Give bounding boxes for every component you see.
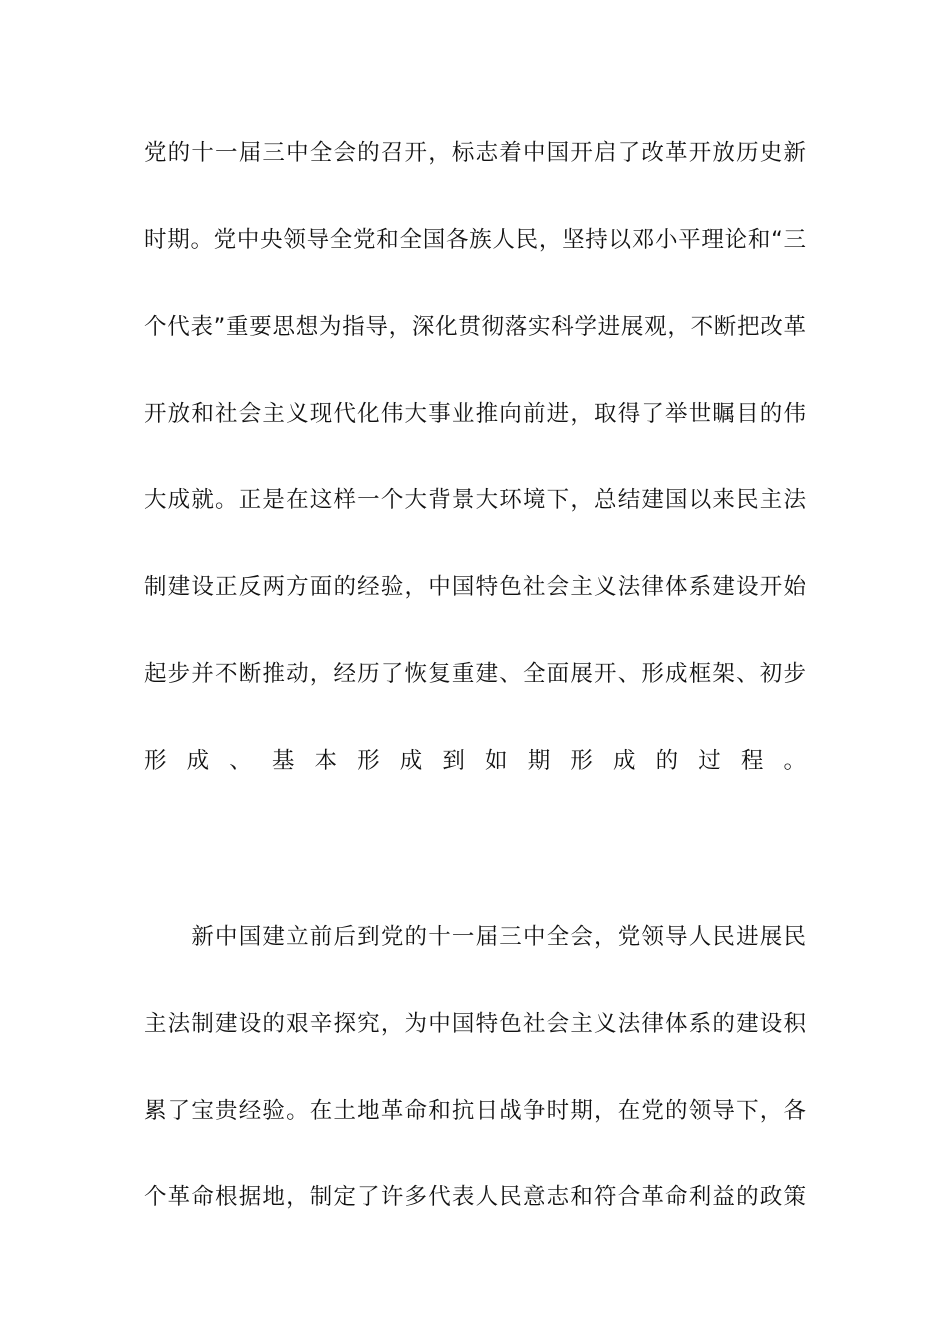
paragraph-1-line-7: 起步并不断推动，经历了恢复重建、全面展开、形成框架、初步 xyxy=(144,661,806,687)
paragraph-1-line-1: 党的十一届三中全会的召开，标志着中国开启了改革开放历史新 xyxy=(144,140,806,166)
paragraph-1-line-4: 开放和社会主义现代化伟大事业推向前进，取得了举世瞩目的伟 xyxy=(144,401,806,427)
paragraph-2-line-3: 累了宝贵经验。在土地革命和抗日战争时期，在党的领导下，各 xyxy=(144,1098,806,1124)
paragraph-2-line-2: 主法制建设的艰辛探究，为中国特色社会主义法律体系的建设积 xyxy=(144,1011,806,1037)
paragraph-1-line-8: 形 成 、 基 本 形 成 到 如 期 形 成 的 过 程 。 xyxy=(144,748,806,774)
paragraph-2-line-1: 新中国建立前后到党的十一届三中全会，党领导人民进展民 xyxy=(144,924,806,950)
paragraph-1-line-5: 大成就。正是在这样一个大背景大环境下，总结建国以来民主法 xyxy=(144,487,806,513)
paragraph-1-line-2: 时期。党中央领导全党和全国各族人民，坚持以邓小平理论和“三 xyxy=(144,227,806,253)
paragraph-1-line-6: 制建设正反两方面的经验，中国特色社会主义法律体系建设开始 xyxy=(144,574,806,600)
paragraph-1-line-3: 个代表”重要思想为指导，深化贯彻落实科学进展观，不断把改革 xyxy=(144,314,806,340)
paragraph-2-line-4: 个革命根据地，制定了许多代表人民意志和符合革命利益的政策 xyxy=(144,1184,806,1210)
